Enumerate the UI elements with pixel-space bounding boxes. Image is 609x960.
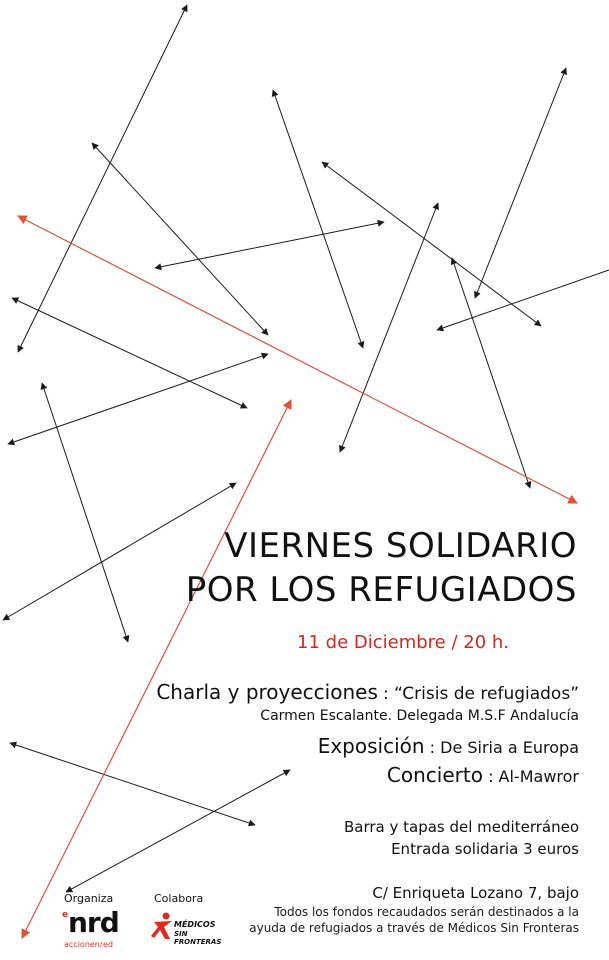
charla-value: : “Crisis de refugiados”: [382, 684, 579, 704]
arrow-line: [155, 222, 384, 268]
arrow-line: [66, 770, 290, 892]
arrow-line: [322, 162, 541, 326]
arrow-line: [10, 743, 255, 825]
arrow-line: [42, 383, 128, 642]
arrow-line: [92, 143, 268, 335]
event-date: 11 de Diciembre / 20 h.: [297, 632, 509, 653]
charla-speaker: Carmen Escalante. Delegada M.S.F Andalucía: [260, 708, 579, 724]
charla-row: [156, 680, 579, 704]
barra-text: Barra y tapas del mediterráneo: [343, 818, 579, 836]
msf-logo-line2: SIN FRONTERAS: [174, 930, 222, 946]
exposicion-row: [318, 734, 579, 758]
entrada-text: Entrada solidaria 3 euros: [391, 840, 579, 858]
concierto-value: : Al-Mawror: [488, 767, 579, 786]
address: C/ Enriqueta Lozano 7, bajo: [372, 884, 579, 902]
arrow-line: [18, 5, 187, 352]
red-arrow-line: [22, 400, 291, 938]
organiza-label: Organiza: [64, 892, 114, 905]
nrd-logo-sub: accionenred: [64, 940, 113, 949]
arrow-line: [340, 203, 438, 452]
colabora-label: Colabora: [154, 892, 204, 905]
nrd-logo-e: e: [62, 910, 69, 920]
exposicion-value: : De Siria a Europa: [429, 738, 579, 757]
arrow-line: [12, 298, 247, 408]
funds-line-1: Todos los fondos recaudados serán destinados a la: [274, 905, 579, 919]
arrow-line: [452, 258, 530, 488]
nrd-logo-mark: nrd: [68, 906, 119, 939]
concierto-label: Concierto: [386, 763, 483, 787]
title-line-1: VIERNES SOLIDARIO: [224, 526, 577, 566]
msf-runner-icon: [150, 912, 176, 942]
msf-logo-line1: MÉDICOS: [174, 920, 216, 929]
concierto-row: [387, 763, 579, 787]
arrow-line: [475, 68, 566, 298]
arrow-line: [437, 270, 609, 330]
arrow-line: [273, 90, 363, 348]
funds-line-2: ayuda de refugiados a través de Médicos Sin Fronteras: [249, 921, 579, 935]
red-arrow-line: [18, 216, 577, 503]
exposicion-label: Exposición: [317, 734, 425, 758]
charla-label: Charla y proyecciones: [156, 680, 378, 704]
title-line-2: POR LOS REFUGIADOS: [185, 570, 577, 610]
